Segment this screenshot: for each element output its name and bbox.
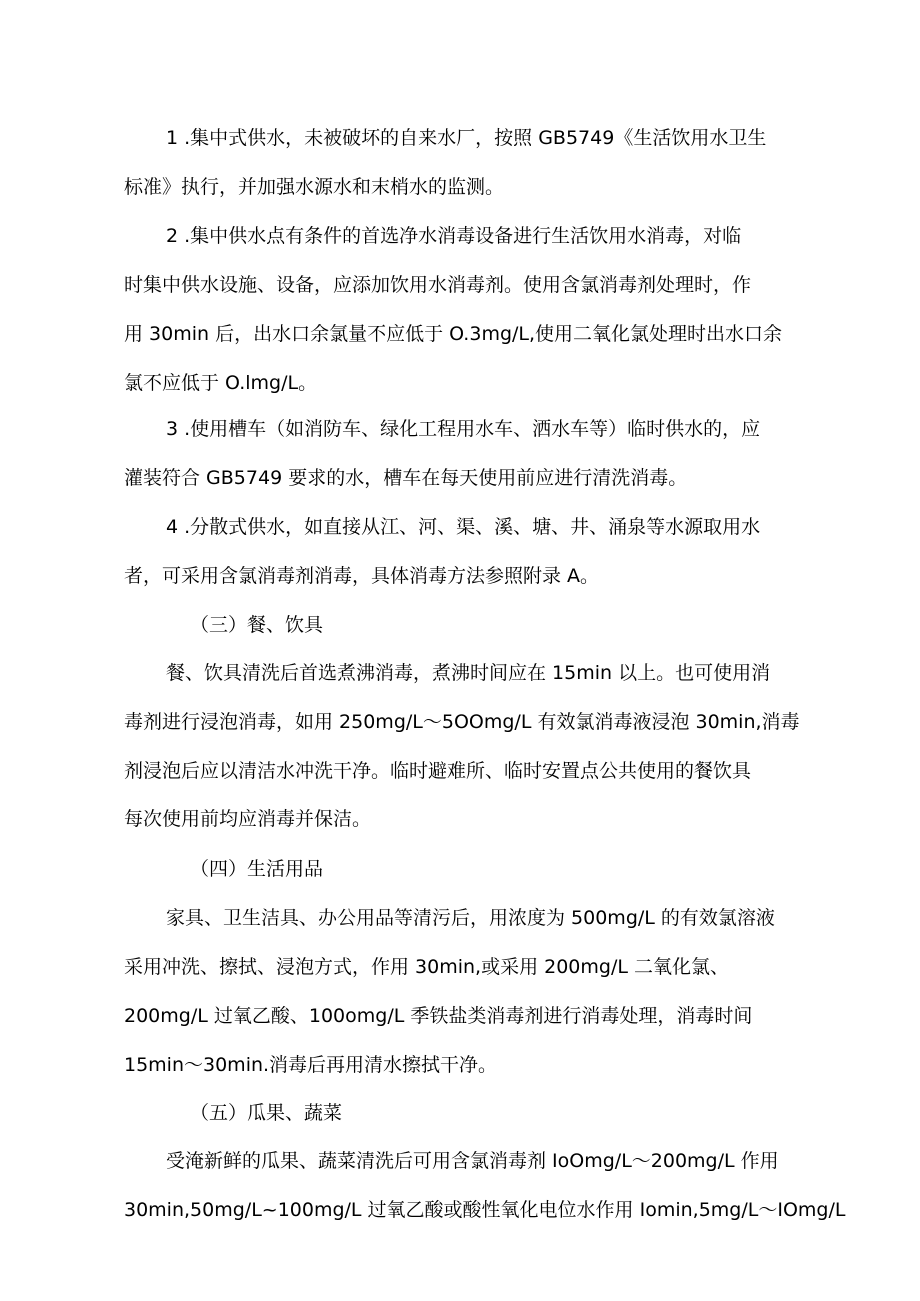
paragraph-4-line-2: 者，可采用含氯消毒剂消毒，具体消毒方法参照附录 A。: [124, 565, 600, 587]
paragraph-2-line-1: 2 .集中供水点有条件的首选净水消毒设备进行生活饮用水消毒，对临: [166, 225, 742, 247]
paragraph-2-line-2: 时集中供水设施、设备，应添加饮用水消毒剂。使用含氯消毒剂处理时，作: [124, 274, 752, 296]
paragraph-6-line-1: 家具、卫生洁具、办公用品等清污后，用浓度为 500mg/L 的有效氯溶液: [166, 907, 775, 929]
paragraph-5-line-4: 每次使用前均应消毒并保洁。: [124, 808, 372, 830]
paragraph-5-line-3: 剂浸泡后应以清洁水冲洗干净。临时避难所、临时安置点公共使用的餐饮具: [124, 760, 752, 782]
paragraph-4-line-1: 4 .分散式供水，如直接从江、河、渠、溪、塘、井、涌泉等水源取用水: [166, 516, 761, 538]
paragraph-2-line-3: 用 30min 后，出水口余氯量不应低于 O.3mg/L,使用二氧化氯处理时出水口余: [124, 323, 783, 345]
paragraph-7-line-2: 30min,50mg/L~100mg/L 过氧乙酸或酸性氧化电位水作用 Iomin,5mg/L〜IOmg/L: [124, 1199, 846, 1221]
paragraph-5-line-1: 餐、饮具清洗后首选煮沸消毒，煮沸时间应在 15min 以上。也可使用消: [166, 662, 771, 684]
paragraph-2-line-4: 氯不应低于 O.lmg/L。: [124, 372, 318, 394]
paragraph-3-line-2: 灌装符合 GB5749 要求的水，槽车在每天使用前应进行清洗消毒。: [124, 467, 688, 489]
paragraph-7-line-1: 受淹新鲜的瓜果、蔬菜清洗后可用含氯消毒剂 IoOmg/L〜200mg/L 作用: [166, 1150, 779, 1172]
paragraph-1-line-2: 标准》执行，并加强水源水和末梢水的监测。: [124, 176, 505, 198]
paragraph-3-line-1: 3 .使用槽车（如消防车、绿化工程用水车、洒水车等）临时供水的，应: [166, 418, 761, 440]
paragraph-5-line-2: 毒剂进行浸泡消毒，如用 250mg/L〜5OOmg/L 有效氯消毒液浸泡 30min,消毒: [124, 711, 800, 733]
section-heading-fruit-vegetables: （五）瓜果、蔬菜: [190, 1102, 343, 1124]
paragraph-1-line-1: 1 .集中式供水，未被破坏的自来水厂，按照 GB5749《生活饮用水卫生: [166, 127, 767, 149]
paragraph-6-line-3: 200mg/L 过氧乙酸、100omg/L 季铁盐类消毒剂进行消毒处理，消毒时间: [124, 1005, 753, 1027]
section-heading-daily-items: （四）生活用品: [190, 858, 324, 880]
paragraph-6-line-2: 采用冲洗、擦拭、浸泡方式，作用 30min,或采用 200mg/L 二氧化氯、: [124, 956, 729, 978]
paragraph-6-line-4: 15min〜30min.消毒后再用清水擦拭干净。: [124, 1054, 498, 1076]
section-heading-tableware: （三）餐、饮具: [190, 614, 324, 636]
